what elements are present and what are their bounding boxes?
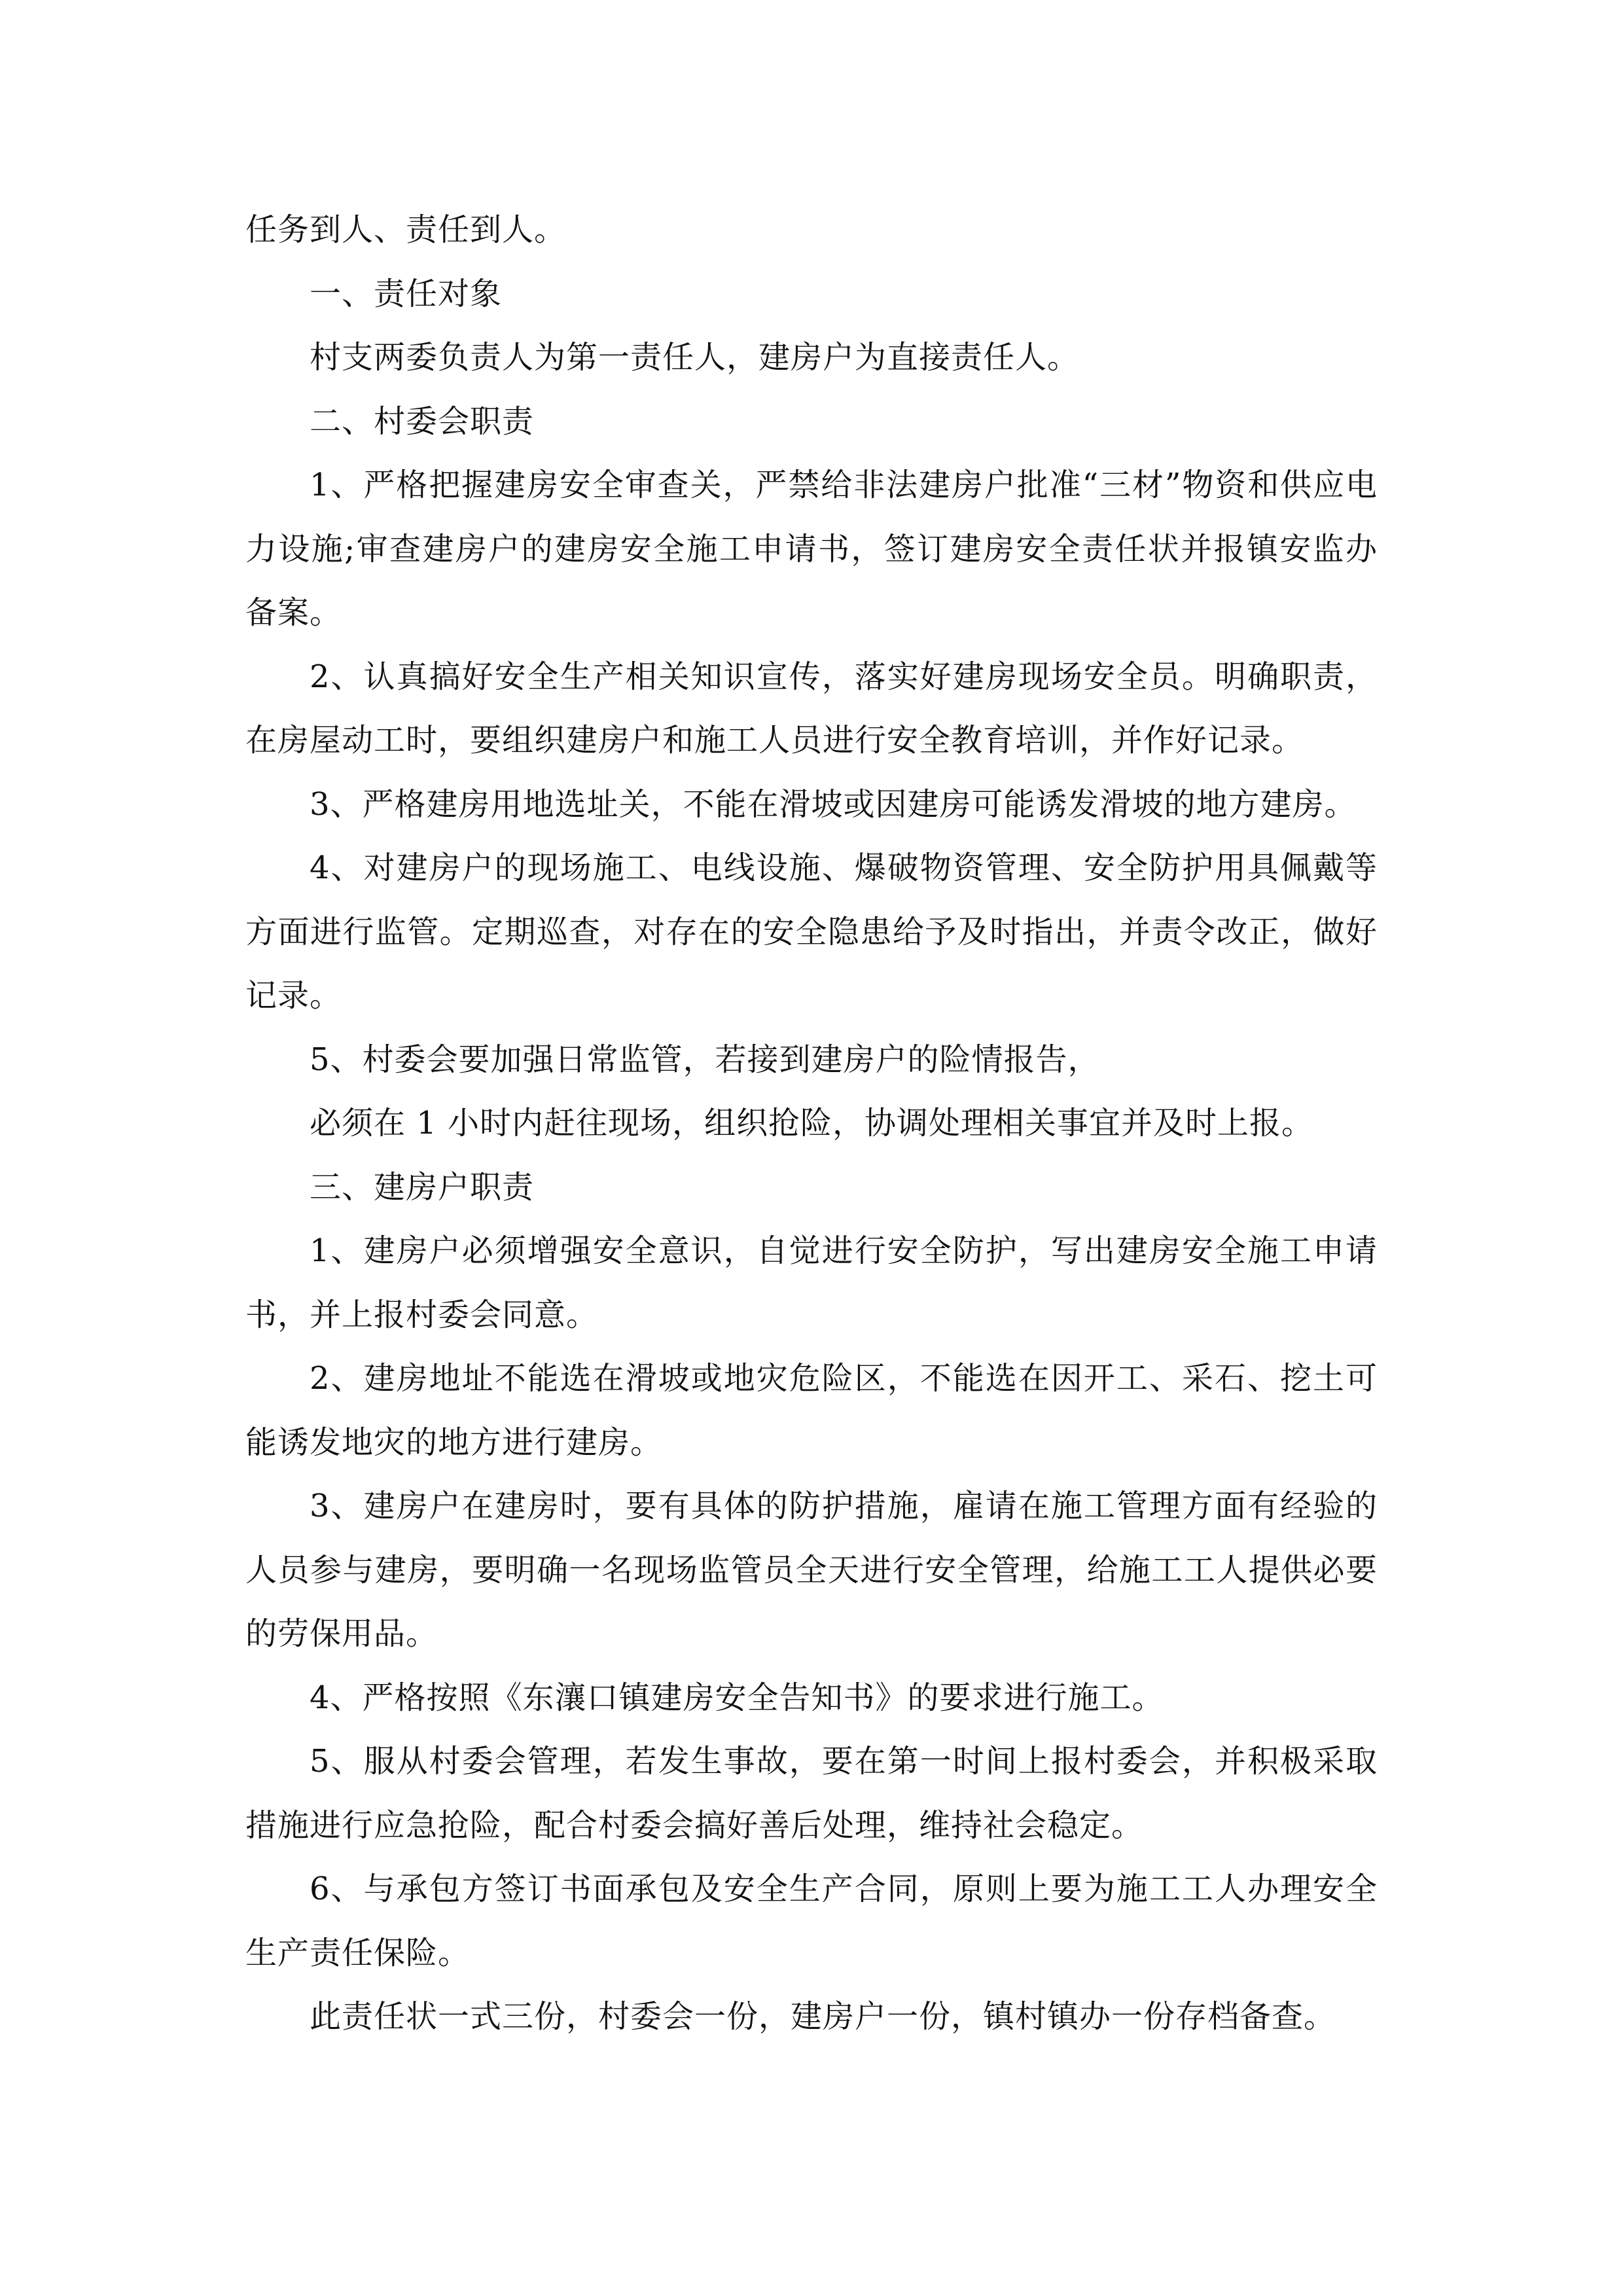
paragraph-continuation: 任务到人、责任到人。 [245, 211, 567, 248]
paragraph-builder-duty-2: 2、建房地址不能选在滑坡或地灾危险区，不能选在因开工、采石、挖土可能诱发地灾的地方进行建房。 [245, 1360, 1378, 1461]
section-heading-responsible-parties: 一、责任对象 [310, 275, 503, 312]
paragraph-committee-duty-1: 1、严格把握建房安全审查关，严禁给非法建房户批准“三材”物资和供应电力设施;审查建房户的建房安全施工申请书，签订建房安全责任状并报镇安监办备案。 [245, 467, 1378, 631]
section-heading-village-committee-duties: 二、村委会职责 [310, 403, 535, 440]
paragraph-builder-duty-4: 4、严格按照《东瀼口镇建房安全告知书》的要求进行施工。 [310, 1679, 1164, 1716]
paragraph-committee-duty-3: 3、严格建房用地选址关，不能在滑坡或因建房可能诱发滑坡的地方建房。 [310, 785, 1357, 823]
paragraph-committee-duty-5: 5、村委会要加强日常监管，若接到建房户的险情报告， [310, 1041, 1100, 1078]
paragraph-builder-duty-3: 3、建房户在建房时，要有具体的防护措施，雇请在施工管理方面有经验的人员参与建房，要明确一名现场监管员全天进行安全管理，给施工工人提供必要的劳保用品。 [245, 1488, 1378, 1652]
paragraph-committee-duty-2: 2、认真搞好安全生产相关知识宣传，落实好建房现场安全员。明确职责，在房屋动工时，要组织建房户和施工人员进行安全教育培训，并作好记录。 [245, 658, 1378, 759]
paragraph-responsible-parties: 村支两委负责人为第一责任人，建房户为直接责任人。 [310, 339, 1080, 376]
section-heading-builder-duties: 三、建房户职责 [310, 1168, 535, 1206]
paragraph-committee-duty-5-continued: 必须在 1 小时内赶往现场，组织抢险，协调处理相关事宜并及时上报。 [310, 1105, 1314, 1141]
paragraph-builder-duty-6: 6、与承包方签订书面承包及安全生产合同，原则上要为施工工人办理安全生产责任保险。 [245, 1871, 1378, 1971]
paragraph-closing-note: 此责任状一式三份，村委会一份，建房户一份，镇村镇办一份存档备查。 [310, 1998, 1336, 2035]
paragraph-builder-duty-1: 1、建房户必须增强安全意识，自觉进行安全防护，写出建房安全施工申请书，并上报村委会同意。 [245, 1232, 1378, 1333]
document-body [245, 198, 1378, 2049]
paragraph-committee-duty-4: 4、对建房户的现场施工、电线设施、爆破物资管理、安全防护用具佩戴等方面进行监管。定期巡查，对存在的安全隐患给予及时指出，并责令改正，做好记录。 [245, 850, 1378, 1014]
paragraph-builder-duty-5: 5、服从村委会管理，若发生事故，要在第一时间上报村委会，并积极采取措施进行应急抢险，配合村委会搞好善后处理，维持社会稳定。 [245, 1743, 1378, 1844]
